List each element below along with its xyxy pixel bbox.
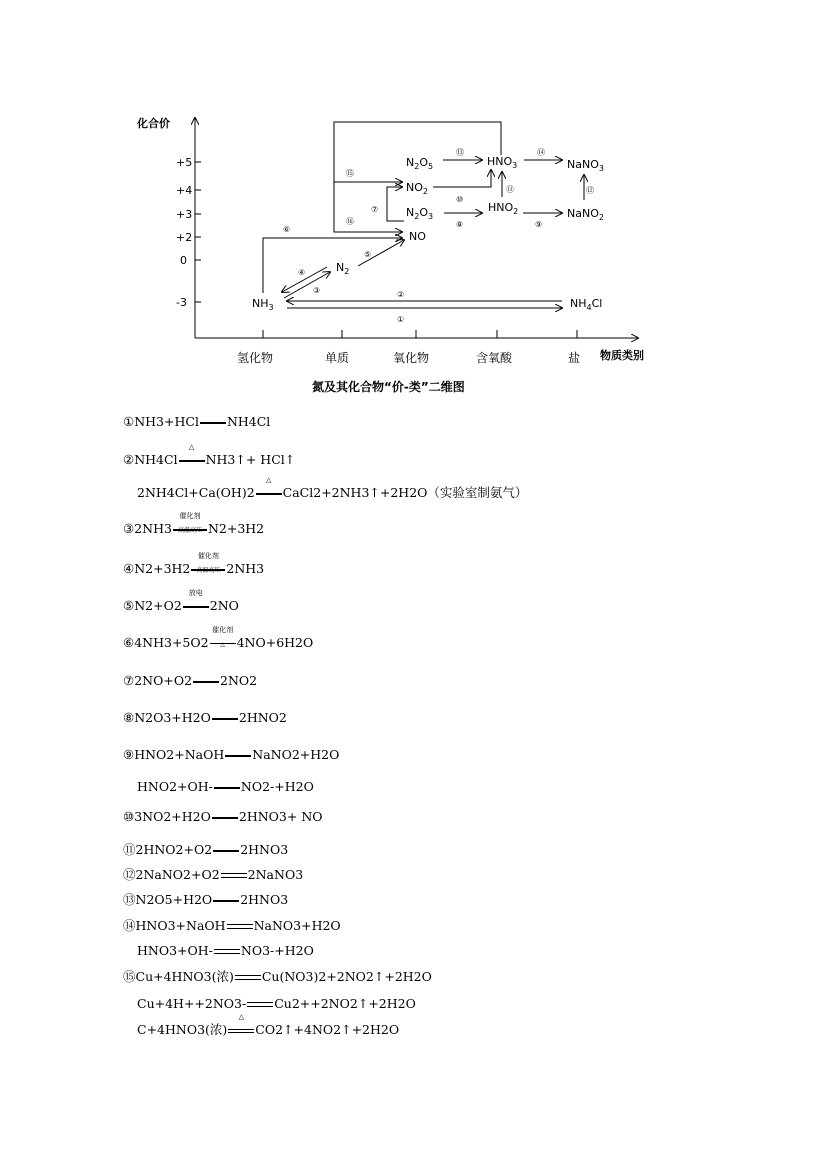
marker-9: ⑨	[535, 220, 543, 229]
species-n2o3: $N_2O_3$	[406, 206, 434, 221]
equation-9b: HNO2+OH- NO2-+H2O	[137, 779, 314, 794]
category-label: 含氧酸	[476, 351, 513, 365]
diagram-caption: 氮及其化合物“价-类”二维图	[312, 380, 465, 394]
species-no2: $NO_2$	[406, 181, 428, 196]
species-no: NO	[409, 230, 426, 243]
species-hno3: $HNO_3$	[487, 155, 518, 170]
species-nano2: NaNO$_2$	[567, 207, 604, 222]
marker-3: ③	[313, 286, 321, 295]
category-label: 盐	[568, 351, 581, 365]
marker-16: ⑯	[346, 217, 354, 226]
equation-14b: HNO3+OH- NO3-+H2O	[137, 943, 314, 958]
equation-15: ⑮Cu+4HNO3(浓) Cu(NO3)2+2NO2↑+2H2O	[123, 969, 432, 984]
equation-8: ⑧N2O3+H2O 2HNO2	[123, 710, 287, 725]
species-nh3: $NH_3$	[252, 297, 274, 312]
marker-8: ⑧	[456, 220, 464, 229]
equation-5: ⑤N2+O2 放电 2NO	[123, 589, 239, 613]
category-label: 单质	[325, 351, 350, 365]
marker-12: ⑫	[586, 186, 594, 195]
equation-4: ④N2+3H2 催化剂 高温高压 2NH3	[123, 552, 265, 576]
marker-6: ⑥	[283, 225, 291, 234]
y-ticks	[176, 156, 201, 309]
species-nano3: NaNO$_3$	[567, 158, 604, 173]
marker-2: ②	[397, 290, 405, 299]
y-tick-label: +4	[176, 184, 193, 197]
y-tick-label: -3	[176, 296, 187, 309]
valence-class-diagram	[0, 0, 819, 400]
y-tick-label: +5	[176, 156, 193, 169]
y-tick-label: +2	[176, 231, 193, 244]
equation-7: ⑦2NO+O2 2NO2	[123, 673, 258, 688]
marker-13: ⑬	[456, 148, 464, 157]
y-tick-label: 0	[180, 254, 187, 267]
equation-14: ⑭HNO3+NaOH NaNO3+H2O	[123, 918, 341, 933]
equation-2b: 2NH4Cl+Ca(OH)2 △ CaCl2+2NH3↑+2H2O（实验室制氨气）	[137, 476, 528, 500]
marker-1: ①	[397, 315, 405, 324]
species-n2: $N_2$	[336, 261, 350, 276]
y-tick-label: +3	[176, 208, 193, 221]
marker-4: ④	[298, 268, 306, 277]
equation-3: ③2NH3 催化剂 高温高压 N2+3H2	[123, 512, 265, 536]
equation-6: ⑥4NH3+5O2 催化剂 △ 4NO+6H2O	[123, 626, 314, 650]
equation-9: ⑨HNO2+NaOH NaNO2+H2O	[123, 747, 340, 762]
category-label: 氢化物	[237, 351, 274, 365]
equation-2: ②NH4Cl △ NH3↑+ HCl↑	[123, 443, 296, 467]
marker-14: ⑭	[537, 148, 545, 157]
y-axis-label: 化合价	[137, 117, 170, 130]
equation-11: ⑪2HNO2+O2 2HNO3	[123, 842, 289, 857]
reaction-markers	[283, 148, 594, 324]
marker-7: ⑦	[371, 205, 379, 214]
marker-11: ⑪	[506, 185, 514, 194]
species-labels	[252, 155, 604, 312]
equation-15c: C+4HNO3(浓) △ CO2↑+4NO2↑+2H2O	[137, 1013, 400, 1037]
x-ticks	[237, 330, 580, 365]
equation-12: ⑫2NaNO2+O2 2NaNO3	[123, 867, 304, 882]
category-label: 氧化物	[393, 351, 430, 365]
equation-1: ①NH3+HCl NH4Cl	[123, 414, 271, 429]
marker-5: ⑤	[364, 250, 372, 259]
species-n2o5: $N_2O_5$	[406, 156, 434, 171]
species-hno2: $HNO_2$	[488, 201, 519, 216]
x-axis-label: 物质类别	[600, 349, 644, 362]
species-nh4cl: $NH_4Cl$	[570, 297, 603, 312]
marker-15: ⑮	[346, 169, 354, 178]
equation-15b: Cu+4H++2NO3- Cu2++2NO2↑+2H2O	[137, 996, 416, 1011]
equation-10: ⑩3NO2+H2O 2HNO3+ NO	[123, 809, 323, 824]
equation-13: ⑬N2O5+H2O 2HNO3	[123, 892, 289, 907]
marker-10: ⑩	[456, 195, 464, 204]
